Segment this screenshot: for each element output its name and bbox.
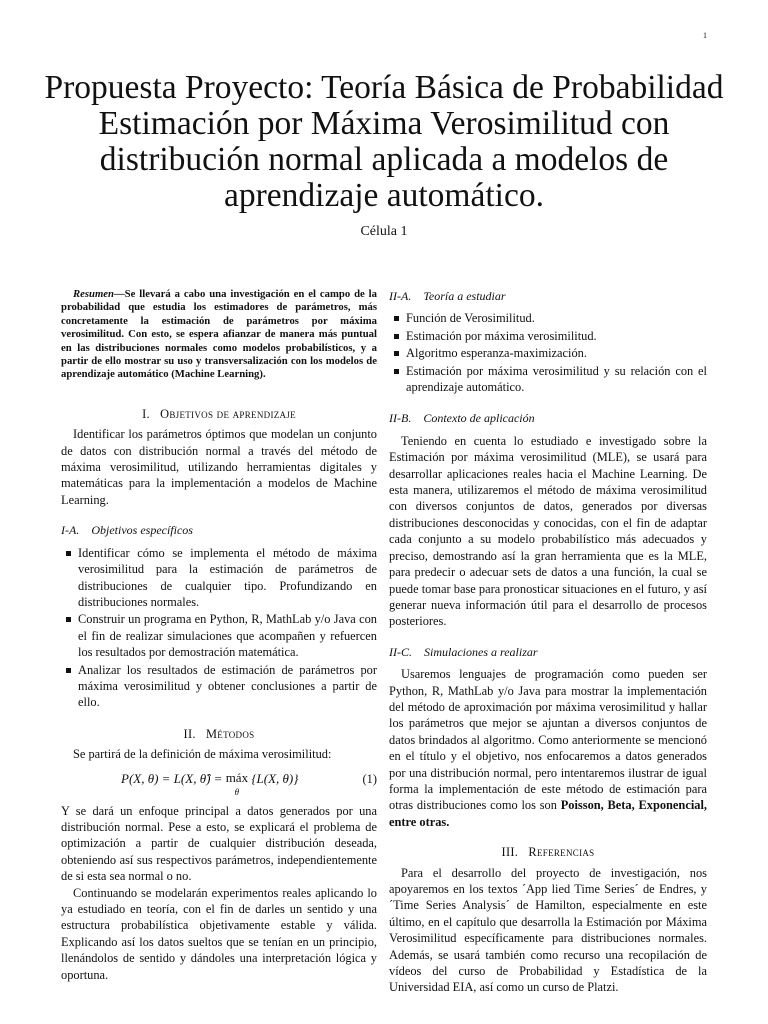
equation-operator	[226, 771, 248, 799]
subsection-number: II-A.	[389, 289, 412, 303]
section-title: Métodos	[205, 726, 255, 741]
metodos-paragraph-2: Continuando se modelarán experimentos reales aplicando lo ya estudiado en teoría, con el fin de darles un sentido y una estructura probabilística objetivamente estable y válida. Explicando así los datos sueltos que se tenían en un principio, llenándolos de sentido y dándoles una interpretación lógica y oportuna.	[61, 885, 377, 982]
subsection-title: Contexto de aplicación	[423, 411, 535, 426]
simulaciones-paragraph	[389, 666, 707, 830]
section-title: Referencias	[528, 845, 595, 860]
author: Célula 1	[360, 224, 408, 239]
equation-body	[121, 771, 298, 799]
section-title: Objetivos de aprendizaje	[160, 406, 296, 421]
equation-op: máx	[225, 769, 249, 785]
section-number: III.	[501, 845, 519, 860]
page-number: 1	[703, 31, 707, 40]
right-column	[389, 288, 707, 996]
subsection-number: II-B.	[389, 411, 412, 426]
abstract	[61, 288, 377, 382]
title-line: aprendizaje automático.	[224, 177, 544, 214]
equation-lhs: P(X, θ) = L(X, θ̂) =	[121, 770, 226, 786]
subsection-heading-objetivos-especificos	[61, 522, 377, 538]
simulaciones-text: Usaremos lenguajes de programación como pueden ser Python, R, MathLab y/o Java para mostrar la implementación del método de aproximación por máxima verosimilitud y hallar los parámetros que mejor se ajuntan a diversos conjuntos de datos brindados al algoritmo. Como anteriormente se mencionó en el título y el objetivo, nos enfocaremos a datos generados por una distribución normal, pero intentaremos ilustrar de igual forma la implementación de este método de estimación para otras distribuciones como los son	[389, 667, 707, 813]
equation-1	[61, 769, 377, 795]
section-heading-referencias	[389, 844, 707, 860]
abstract-keyword: Resumen	[73, 288, 114, 300]
objetivos-list	[61, 545, 377, 711]
list-item: Función de Verosimilitud.	[406, 310, 707, 326]
list-item: Estimación por máxima verosimilitud.	[406, 328, 707, 344]
section-heading-metodos	[61, 726, 377, 742]
list-item: Algoritmo esperanza-maximización.	[406, 345, 707, 361]
metodos-intro: Se partirá de la definición de máxima verosimilitud:	[73, 747, 332, 762]
title-line: Propuesta Proyecto: Teoría Básica de Probabilidad	[44, 69, 724, 106]
subsection-heading-contexto	[389, 410, 707, 426]
abstract-text: —Se llevará a cabo una investigación en el campo de la probabilidad que estudia los estimadores de parámetros, más concretamente la estimación de parámetros por máxima verosimilitud. Con esto, se espera afianzar de manera más puntual en las distribuciones normales como modelos probabilísticos, y a partir de ello mostrar su uso y transversalización con los modelos de aprendizaje automático (Machine Learning).	[61, 288, 377, 381]
subsection-title: Objetivos específicos	[91, 523, 193, 538]
subsection-heading-teoria	[389, 288, 707, 304]
equation-sub: θ	[234, 786, 240, 797]
title-line: distribución normal aplicada a modelos de	[99, 141, 669, 178]
subsection-number: I-A.	[61, 523, 80, 538]
metodos-paragraph-1: Y se dará un enfoque principal a datos generados por una distribución normal. Pese a esto, se explicará el problema de optimización a partir de cualquier distribución deseada, obteniendo así sus respectivos parámetros, independientemente de si esta sea normal o no.	[61, 803, 377, 884]
list-item: Estimación por máxima verosimilitud y su relación con el aprendizaje automático.	[406, 363, 707, 395]
teoria-list	[389, 310, 707, 395]
equation-rhs: {L(X, θ)}	[248, 770, 299, 786]
list-item: Analizar los resultados de estimación de parámetros por máxima verosimilitud y obtener conclusiones a partir de ello.	[78, 662, 377, 710]
equation-number: (1)	[362, 771, 377, 786]
paper-title	[40, 70, 728, 214]
list-item: Identificar cómo se implementa el método de máxima verosimilitud para la estimación de parámetros de distribuciones de cualquier tipo. Profundizando en distribuciones normales.	[78, 545, 377, 609]
subsection-title: Teoría a estudiar	[423, 289, 506, 303]
list-item: Construir un programa en Python, R, MathLab y/o Java con el fin de realizar simulaciones que acompañen y refuercen los resultados por demostración matemática.	[78, 612, 377, 660]
left-column	[61, 288, 377, 983]
section-number: I.	[142, 406, 150, 421]
subsection-number: II-C.	[389, 644, 412, 659]
contexto-paragraph: Teniendo en cuenta lo estudiado e investigado sobre la Estimación por máxima verosimilitud (MLE), se usará para desarrollar aplicaciones reales hacia el Machine Learning. De esta manera, utilizaremos el método de máxima verosimilitud con diversos conjuntos de datos, generados por diversas distribuciones desconocidas y conocidas, con el fin de adaptar cada conjunto a su modelo probabilístico más adecuados y preciso, demostrando así la gran herramienta que es la MLE, para predecir o adecuar sets de datos a una función, la cual se puede tomar base para pronosticar situaciones en el futuro, y así generar nueva información útil para el desarrollo de procesos posteriores.	[389, 433, 707, 629]
subsection-heading-simulaciones	[389, 644, 707, 660]
simulaciones-bold: Poisson, Beta, Exponencial, entre otras.	[389, 798, 708, 829]
title-line: Estimación por Máxima Verosimilitud con	[98, 105, 670, 142]
objetivos-paragraph: Identificar los parámetros óptimos que modelan un conjunto de datos con distribución normal a través del método de máxima verosimilitud, utilizando herramientas digitales y matemáticas para la implementación a modelos de Machine Learning.	[61, 427, 377, 507]
section-number: II.	[183, 726, 196, 741]
subsection-title: Simulaciones a realizar	[424, 644, 538, 659]
section-heading-objetivos	[61, 406, 377, 422]
referencias-paragraph: Para el desarrollo del proyecto de investigación, nos apoyaremos en los textos ´App lied Time Series´ de Endres, y ´Time Series Analysis´ de Hamilton, especialmente en este último, en el capítulo que desarrolla la Estimación por Máxima Verosimilitud específicamente para distribuciones normales. Además, se usará también como recurso una recopilación de vídeos del curso de Probabilidad y Estadística de la Universidad EIA, así como un curso de Platzi.	[389, 865, 707, 995]
